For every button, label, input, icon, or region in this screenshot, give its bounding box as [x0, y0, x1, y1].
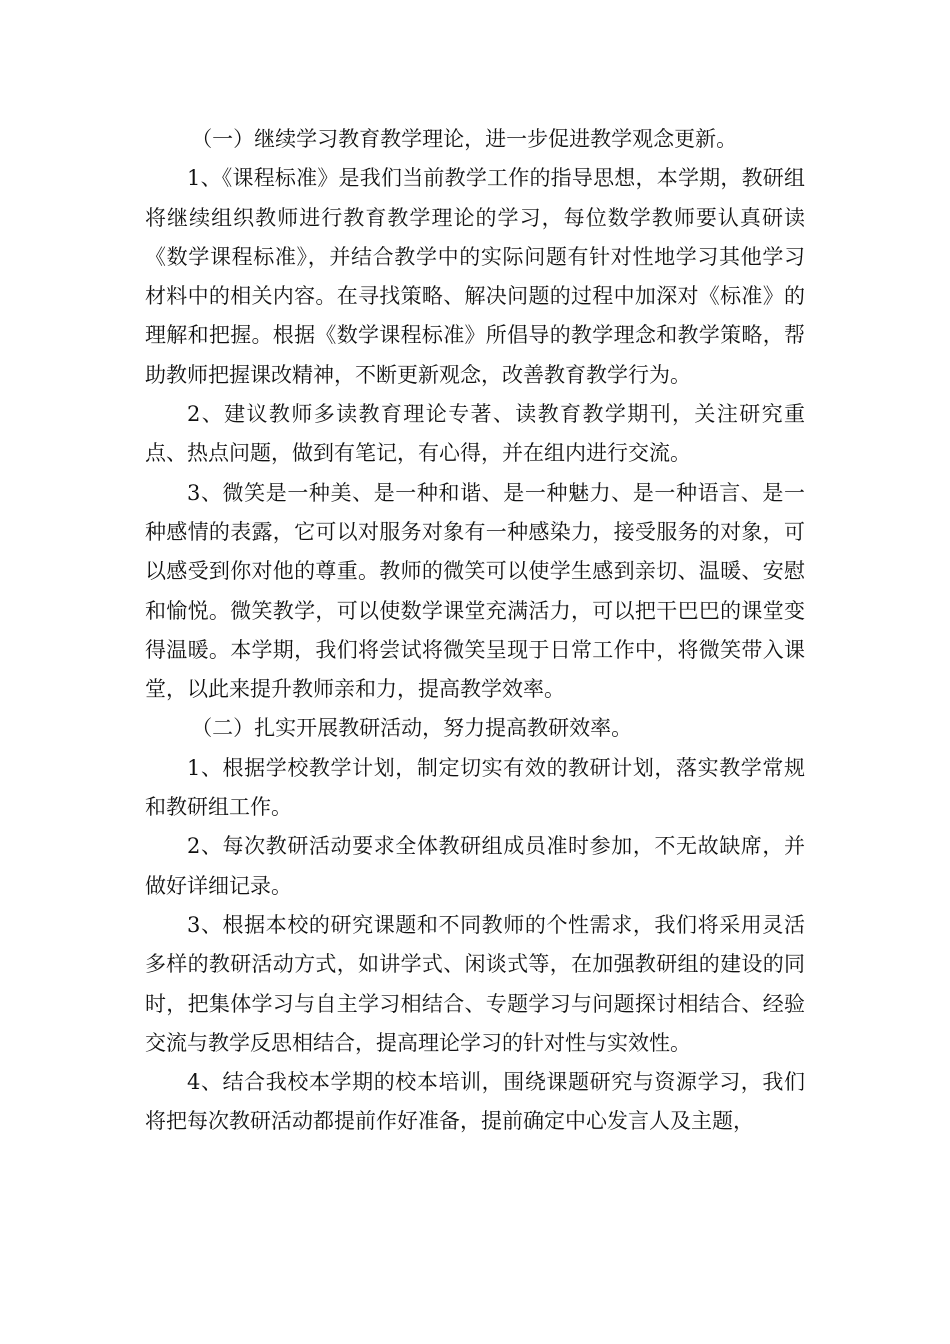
section-heading-2: （二）扎实开展教研活动，努力提高教研效率。	[191, 716, 633, 741]
paragraph-1-3: 3、微笑是一种美、是一种和谐、是一种魅力、是一种语言、是一种感情的表露，它可以对服务对象有一种感染力，接受服务的对象，可以感受到你对他的尊重。教师的微笑可以使学生感到亲切、温暖、安慰和愉悦。微笑教学，可以使数学课堂充满活力，可以把干巴巴的课堂变得温暖。本学期，我们将尝试将微笑呈现于日常工作中，将微笑带入课堂，以此来提升教师亲和力，提高教学效率。	[145, 480, 805, 702]
paragraph-2-2: 2、每次教研活动要求全体教研组成员准时参加，不无故缺席，并做好详细记录。	[145, 834, 805, 898]
document-body	[145, 120, 805, 1142]
section-heading-1: （一）继续学习教育教学理论，进一步促进教学观念更新。	[191, 127, 738, 151]
paragraph-2-3: 3、根据本校的研究课题和不同教师的个性需求，我们将采用灵活多样的教研活动方式，如讲学式、闲谈式等，在加强教研组的建设的同时，把集体学习与自主学习相结合、专题学习与问题探讨相结合、经验交流与教学反思相结合，提高理论学习的针对性与实效性。	[145, 912, 805, 1055]
paragraph-2-4: 4、结合我校本学期的校本培训，围绕课题研究与资源学习，我们将把每次教研活动都提前作好准备，提前确定中心发言人及主题，	[145, 1070, 805, 1134]
paragraph-1-2: 2、建议教师多读教育理论专著、读教育教学期刊，关注研究重点、热点问题，做到有笔记，有心得，并在组内进行交流。	[145, 402, 805, 466]
paragraph-1-1: 1、《课程标准》是我们当前教学工作的指导思想，本学期，教研组将继续组织教师进行教育教学理论的学习，每位数学教师要认真研读《数学课程标准》，并结合教学中的实际问题有针对性地学习其他学习材料中的相关内容。在寻找策略、解决问题的过程中加深对《标准》的理解和把握。根据《数学课程标准》所倡导的教学理念和教学策略，帮助教师把握课改精神，不断更新观念，改善教育教学行为。	[145, 166, 805, 387]
paragraph-2-1: 1、根据学校教学计划，制定切实有效的教研计划，落实教学常规和教研组工作。	[145, 755, 805, 820]
